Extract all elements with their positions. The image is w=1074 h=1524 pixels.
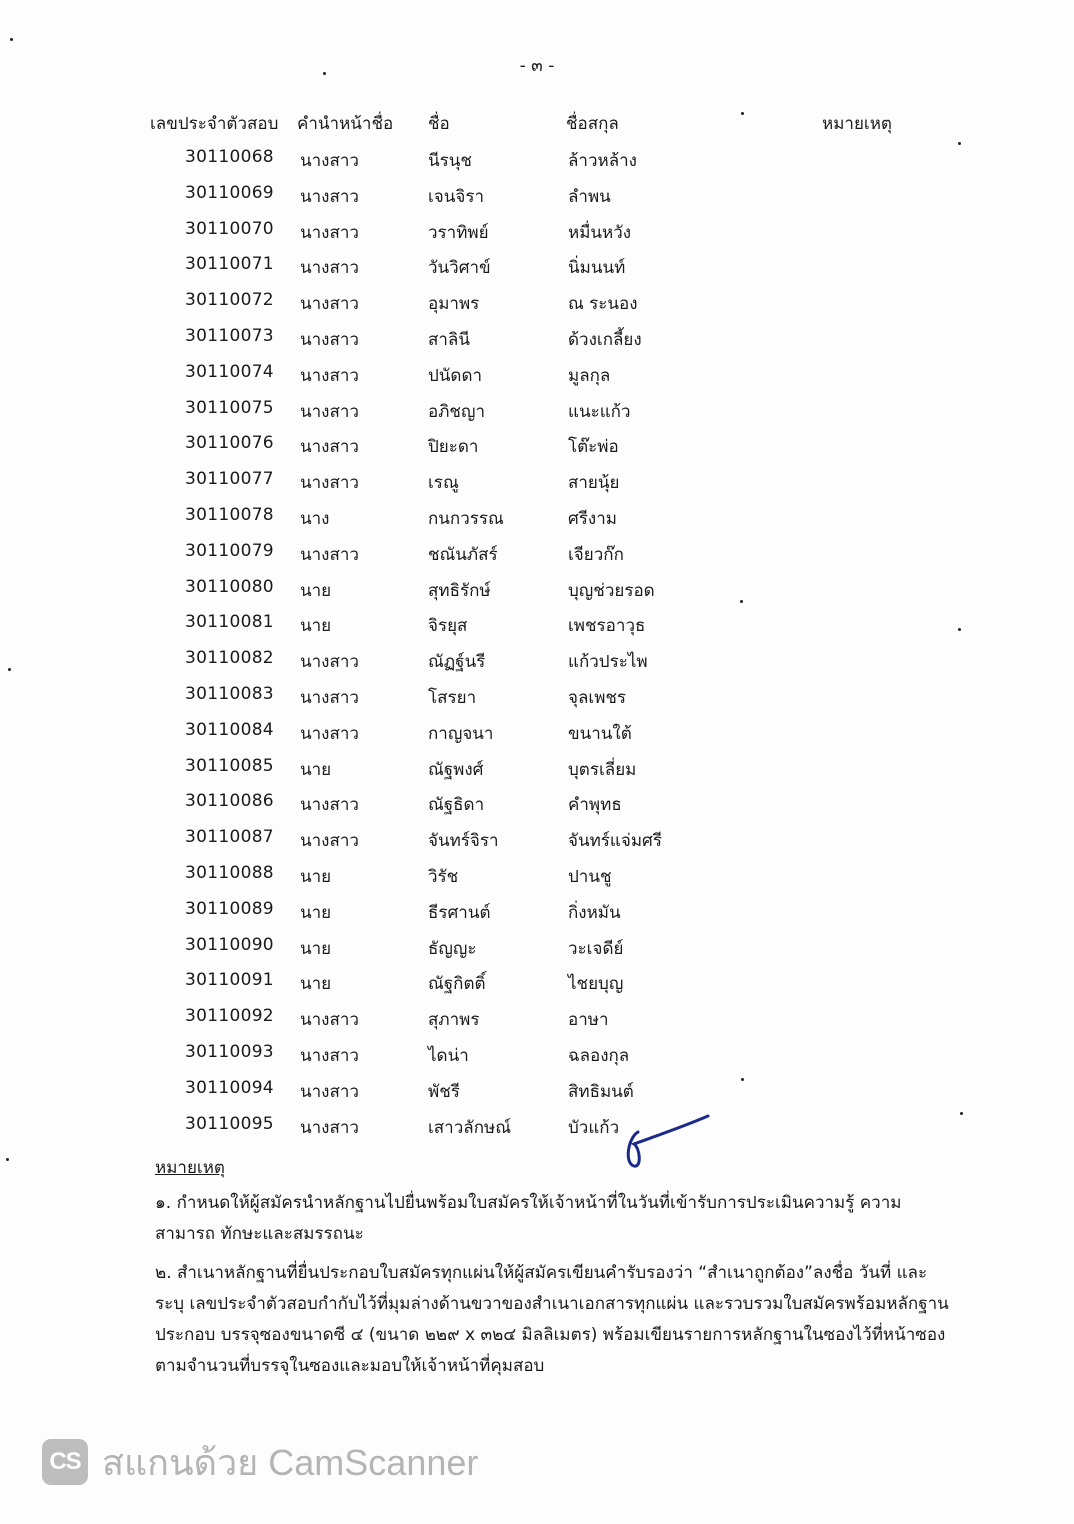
remark-item-1: ๑. กำหนดให้ผู้สมัครนำหลักฐานไปยื่นพร้อมใบสมัครให้เจ้าหน้าที่ในวันที่เข้ารับการประเมินความรู้ ความสามารถ ทักษะและสมรรถนะ: [155, 1193, 902, 1244]
cell-id: 30110090: [185, 934, 274, 955]
cell-surname: ลำพน: [568, 186, 611, 207]
cell-id: 30110068: [185, 147, 274, 167]
cell-surname: ปานชู: [568, 866, 612, 887]
remarks-title: หมายเหตุ: [155, 1158, 225, 1178]
cell-prefix: นาย: [300, 759, 332, 780]
table-row: [0, 394, 1074, 430]
cell-surname: ณ ระนอง: [568, 294, 638, 315]
table-row: [0, 752, 1074, 788]
table-row: [0, 358, 1074, 394]
table-row: [0, 215, 1074, 251]
cell-surname: โต๊ะพ่อ: [568, 437, 619, 458]
cell-surname: สิทธิมนต์: [568, 1081, 634, 1102]
scan-speck: [960, 1112, 963, 1115]
cell-surname: สายนุ้ย: [568, 473, 620, 494]
cell-surname: ไชยบุญ: [568, 974, 624, 995]
cell-id: 30110088: [185, 862, 274, 883]
cell-name: สุภาพร: [428, 1010, 480, 1031]
cell-surname: จันทร์แจ่มศรี: [568, 831, 662, 852]
table-row: [0, 608, 1074, 644]
table-row: [0, 322, 1074, 358]
cell-id: 30110071: [185, 254, 274, 275]
cell-id: 30110083: [185, 683, 274, 704]
scan-speck: [741, 1078, 744, 1081]
cell-id: 30110077: [185, 469, 274, 490]
scan-speck: [740, 600, 743, 603]
cell-surname: มูลกุล: [568, 365, 611, 386]
cell-prefix: นางสาว: [300, 723, 359, 744]
cell-name: ธัญญะ: [428, 938, 477, 959]
cell-name: พัชรี: [428, 1081, 460, 1102]
cell-id: 30110069: [185, 182, 274, 203]
cell-name: วิรัช: [428, 866, 459, 887]
table-row: [0, 429, 1074, 465]
cell-prefix: นางสาว: [300, 1010, 359, 1031]
table-row: [0, 966, 1074, 1002]
table-row: [0, 1110, 1074, 1146]
cell-id: 30110070: [185, 218, 274, 239]
camscanner-watermark: [42, 1436, 478, 1488]
cell-prefix: นาง: [300, 508, 330, 529]
table-row: [0, 716, 1074, 752]
cell-name: วันวิศาข์: [428, 258, 491, 279]
camscanner-logo-icon: CS: [42, 1439, 88, 1485]
cell-name: ไดน่า: [428, 1045, 469, 1066]
cell-surname: จุลเพชร: [568, 687, 627, 708]
scan-speck: [6, 1158, 9, 1161]
cell-surname: เพชรอาวุธ: [568, 616, 646, 637]
cell-name: สาลินี: [428, 329, 470, 350]
cell-id: 30110091: [185, 970, 274, 991]
cell-name: ณัฐพงศ์: [428, 759, 484, 780]
header-prefix: คำนำหน้าชื่อ: [297, 114, 394, 134]
cell-surname: ด้วงเกลี้ยง: [568, 329, 642, 350]
cell-name: อภิชญา: [428, 401, 485, 422]
table-row: [0, 1002, 1074, 1038]
cell-name: อุมาพร: [428, 294, 480, 315]
cell-prefix: นางสาว: [300, 186, 359, 207]
scan-speck: [8, 668, 11, 671]
cell-prefix: นางสาว: [300, 258, 359, 279]
cell-prefix: นาย: [300, 580, 332, 601]
cell-prefix: นางสาว: [300, 151, 359, 171]
cell-prefix: นางสาว: [300, 437, 359, 458]
table-row: [0, 787, 1074, 823]
cell-id: 30110086: [185, 791, 274, 812]
cell-prefix: นางสาว: [300, 365, 359, 386]
table-row: [0, 501, 1074, 537]
cell-prefix: นาย: [300, 902, 332, 923]
cell-prefix: นางสาว: [300, 687, 359, 708]
cell-prefix: นางสาว: [300, 329, 359, 350]
cell-id: 30110095: [185, 1113, 274, 1134]
scan-speck: [323, 72, 326, 75]
cell-id: 30110081: [185, 612, 274, 633]
cell-surname: ฉลองกุล: [568, 1045, 630, 1066]
cell-surname: บัวแก้ว: [568, 1117, 620, 1138]
table-row: [0, 895, 1074, 931]
cell-id: 30110094: [185, 1077, 274, 1098]
cell-prefix: นางสาว: [300, 1081, 359, 1102]
cell-name: ณัฏฐ์นรี: [428, 652, 486, 673]
cell-id: 30110080: [185, 576, 274, 597]
cell-prefix: นาย: [300, 616, 332, 637]
table-row: [0, 537, 1074, 573]
header-note: หมายเหตุ: [822, 114, 892, 134]
candidate-list: [0, 143, 1074, 1145]
scan-speck: [958, 142, 961, 145]
header-surname: ชื่อสกุล: [566, 114, 619, 134]
cell-surname: คำพุทธ: [568, 795, 622, 816]
header-name: ชื่อ: [428, 114, 450, 134]
cell-id: 30110084: [185, 719, 274, 740]
remarks-section: [155, 1153, 955, 1390]
cell-id: 30110087: [185, 827, 274, 848]
table-row: [0, 931, 1074, 967]
cell-surname: เจียวก๊ก: [568, 544, 624, 565]
cell-name: เจนจิรา: [428, 186, 485, 207]
cell-surname: หมื่นหวัง: [568, 222, 632, 243]
cell-id: 30110092: [185, 1006, 274, 1027]
table-row: [0, 823, 1074, 859]
cell-id: 30110074: [185, 361, 274, 382]
cell-name: กนกวรรณ: [428, 508, 504, 529]
cell-name: ปิยะดา: [428, 437, 479, 458]
cell-name: ณัฐกิตติ์: [428, 974, 486, 995]
page-number: - ๓ -: [519, 56, 555, 76]
watermark-text: สแกนด้วย CamScanner: [102, 1441, 479, 1483]
cell-name: สุทธิรักษ์: [428, 580, 491, 601]
table-row: [0, 680, 1074, 716]
cell-prefix: นาย: [300, 938, 332, 959]
cell-prefix: นางสาว: [300, 544, 359, 565]
cell-prefix: นางสาว: [300, 473, 359, 494]
cell-name: ธีรศานต์: [428, 902, 491, 923]
cell-surname: บุญช่วยรอด: [568, 580, 655, 601]
cell-name: โสรยา: [428, 687, 477, 708]
cell-id: 30110078: [185, 504, 274, 525]
cell-id: 30110093: [185, 1041, 274, 1062]
cell-id: 30110085: [185, 755, 274, 776]
table-row: [0, 143, 1074, 179]
table-row: [0, 1038, 1074, 1074]
table-row: [0, 1074, 1074, 1110]
cell-name: เรณู: [428, 473, 459, 494]
cell-name: ณัฐธิดา: [428, 795, 485, 816]
table-row: [0, 465, 1074, 501]
cell-id: 30110082: [185, 648, 274, 669]
cell-surname: ล้าวหล้าง: [568, 151, 637, 171]
cell-surname: วะเจดีย์: [568, 938, 624, 959]
table-row: [0, 859, 1074, 895]
cell-surname: แนะแก้ว: [568, 401, 631, 422]
scan-speck: [10, 38, 13, 41]
table-row: [0, 179, 1074, 215]
cell-name: จิรยุส: [428, 616, 468, 637]
cell-name: ปนัดดา: [428, 365, 483, 386]
cell-name: นีรนุช: [428, 151, 472, 171]
cell-surname: นิ่มนนท์: [568, 258, 626, 279]
cell-id: 30110079: [185, 540, 274, 561]
table-row: [0, 250, 1074, 286]
table-row: [0, 644, 1074, 680]
cell-prefix: นางสาว: [300, 652, 359, 673]
cell-prefix: นาย: [300, 866, 332, 887]
cell-prefix: นางสาว: [300, 294, 359, 315]
cell-name: กาญจนา: [428, 723, 494, 744]
cell-surname: อาษา: [568, 1010, 609, 1031]
cell-surname: ศรีงาม: [568, 508, 617, 529]
cell-prefix: นางสาว: [300, 1117, 359, 1138]
table-row: [0, 573, 1074, 609]
table-row: [0, 286, 1074, 322]
cell-name: วราทิพย์: [428, 222, 489, 243]
cell-id: 30110073: [185, 325, 274, 346]
scan-speck: [741, 112, 744, 115]
cell-surname: กิ่งหมัน: [568, 902, 621, 923]
cell-surname: บุตรเลี่ยม: [568, 759, 637, 780]
cell-prefix: นางสาว: [300, 401, 359, 422]
table-header: [0, 110, 1074, 138]
header-id: เลขประจำตัวสอบ: [150, 114, 279, 134]
cell-name: ชณันภัสร์: [428, 544, 498, 565]
cell-prefix: นางสาว: [300, 831, 359, 852]
cell-prefix: นางสาว: [300, 795, 359, 816]
cell-name: เสาวลักษณ์: [428, 1117, 511, 1138]
cell-id: 30110089: [185, 898, 274, 919]
cell-prefix: นางสาว: [300, 222, 359, 243]
cell-name: จันทร์จิรา: [428, 831, 499, 852]
cell-id: 30110076: [185, 433, 274, 454]
cell-surname: ขนานใต้: [568, 723, 632, 744]
cell-prefix: นางสาว: [300, 1045, 359, 1066]
remark-item-2: ๒. สำเนาหลักฐานที่ยื่นประกอบใบสมัครทุกแผ่นให้ผู้สมัครเขียนคำรับรองว่า “สำเนาถูกต้อง”ลงชื่อ วันที่ และระบุ เลขประจำตัวสอบกำกับไว้ที่มุมล่างด้านขวาของสำเนาเอกสารทุกแผ่น และรวบรวมใบสมัครพร้อมหลักฐาน ประกอบ บรรจุซองขนาดซี ๔ (ขนาด ๒๒๙ x ๓๒๔ มิลลิเมตร) พร้อมเขียนรายการหลักฐานในซองไว้ที่หน้าซอง ตามจำนวนที่บรรจุในซองและมอบให้เจ้าหน้าที่คุมสอบ: [155, 1263, 949, 1376]
cell-id: 30110075: [185, 397, 274, 418]
scan-speck: [958, 628, 961, 631]
cell-id: 30110072: [185, 290, 274, 311]
cell-surname: แก้วประไพ: [568, 652, 648, 673]
cell-prefix: นาย: [300, 974, 332, 995]
